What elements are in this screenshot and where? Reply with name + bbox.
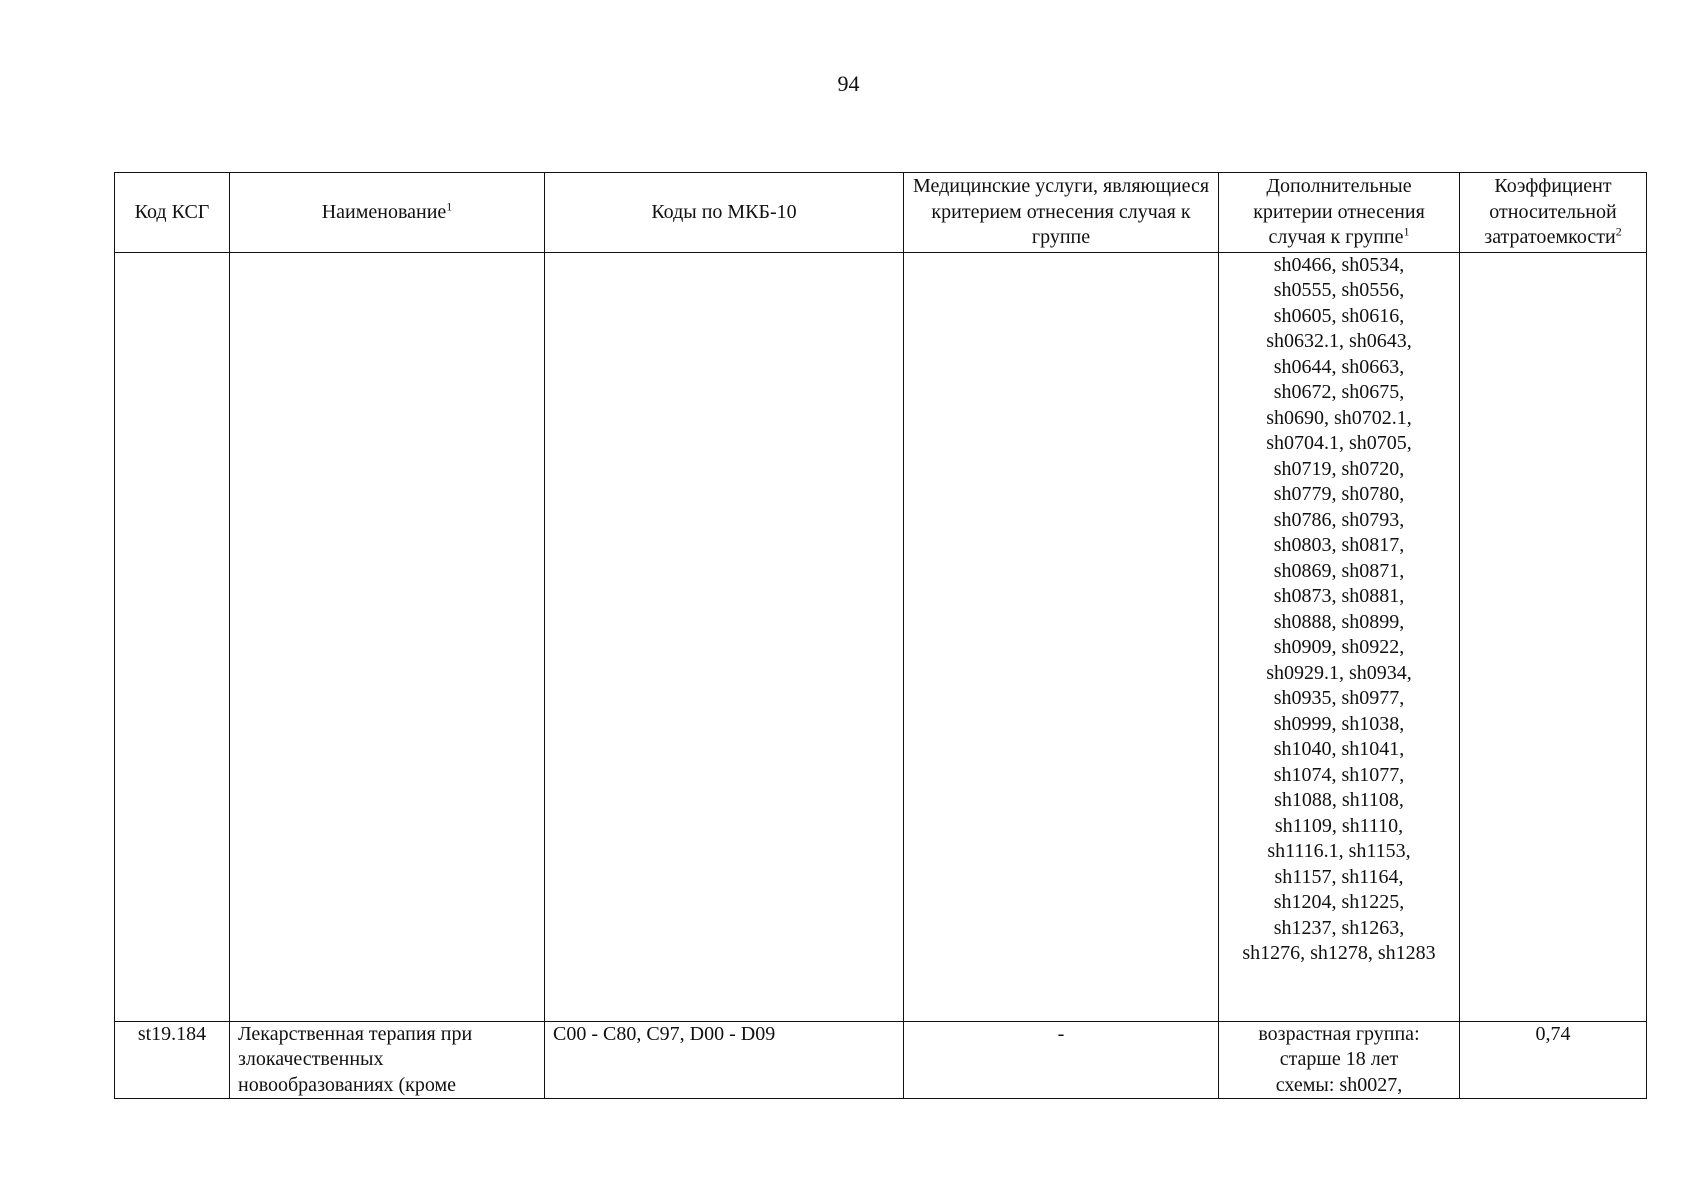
criteria-line: sh0672, sh0675, [1273,381,1405,403]
cell-criteria [1219,1021,1460,1099]
criteria-line: sh1116.1, sh1153, [1267,840,1411,862]
cell-services-empty [904,252,1219,1021]
header-services: Медицинские услуги, являющиеся критерием отнесения случая к группе [904,173,1219,253]
criteria-line: sh1237, sh1263, [1273,916,1405,939]
criteria-line: sh0999, sh1038, [1273,712,1405,735]
cell-icd-codes: C00 - C80, C97, D00 - D09 [545,1021,904,1099]
cell-coefficient: 0,74 [1460,1021,1647,1099]
criteria-line: sh0888, sh0899, [1273,610,1405,633]
criteria-line: sh0779, sh0780, [1273,483,1405,505]
criteria-line: sh1074, sh1077, [1273,763,1405,786]
criteria-line: sh0929.1, sh0934, [1266,661,1412,684]
table-header-row [115,173,1647,253]
criteria-line: sh1109, sh1110, [1274,814,1404,837]
cell-services: - [904,1021,1219,1099]
criteria-line: sh0803, sh0817, [1273,534,1405,556]
cell-code-empty [115,252,230,1021]
footnote-ref: 2 [1615,224,1622,239]
cell-name: Лекарственная терапия при злокачественных новообразованиях (кроме [230,1021,545,1099]
criteria-line: sh1157, sh1164, [1274,865,1404,888]
criteria-line: sh0704.1, sh0705, [1266,432,1412,454]
page-number: 94 [837,71,860,96]
cell-code: st19.184 [115,1021,230,1099]
criteria-line: sh0555, sh0556, [1273,279,1405,301]
cell-coefficient-empty [1460,252,1647,1021]
criteria-line: sh1276, sh1278, sh1283 [1242,942,1436,964]
criteria-line: sh0632.1, sh0643, [1266,330,1412,352]
criteria-line: sh0786, sh0793, [1273,508,1405,531]
criteria-line: sh0690, sh0702.1, [1266,406,1412,429]
footnote-ref: 1 [446,198,453,213]
criteria-line: sh1204, sh1225, [1273,891,1405,913]
criteria-line: старше 18 лет [1279,1048,1399,1070]
criteria-line: sh0605, sh0616, [1273,304,1405,327]
criteria-line: sh1040, sh1041, [1273,738,1405,760]
header-name: Наименование$^1$ [230,173,545,253]
criteria-line: sh0466, sh0534, [1273,253,1405,276]
table-row [115,1021,1647,1099]
criteria-line: sh0869, sh0871, [1273,559,1405,582]
criteria-line: схемы: sh0027, [1275,1073,1403,1096]
ksg-table [114,172,1647,1099]
criteria-line: sh1088, sh1108, [1274,789,1404,811]
header-coefficient: Коэффициент относительной затратоемкости$^2$ [1460,173,1647,253]
header-code: Код КСГ [115,173,230,253]
header-criteria: Дополнительные критерии отнесения случая к группе$^1$ [1219,173,1460,253]
cell-name-empty [230,252,545,1021]
header-icd: Коды по МКБ-10 [545,173,904,253]
cell-criteria-continuation [1219,252,1460,1021]
cell-icd-empty [545,252,904,1021]
criteria-line: sh0935, sh0977, [1273,687,1405,709]
table-row-continuation [115,252,1647,1021]
criteria-line: sh0909, sh0922, [1273,636,1405,658]
criteria-line: sh0719, sh0720, [1273,457,1405,480]
criteria-line: возрастная группа: [1258,1022,1420,1045]
criteria-line: sh0644, sh0663, [1273,355,1405,378]
criteria-line: sh0873, sh0881, [1273,585,1405,607]
footnote-ref: 1 [1403,224,1410,239]
